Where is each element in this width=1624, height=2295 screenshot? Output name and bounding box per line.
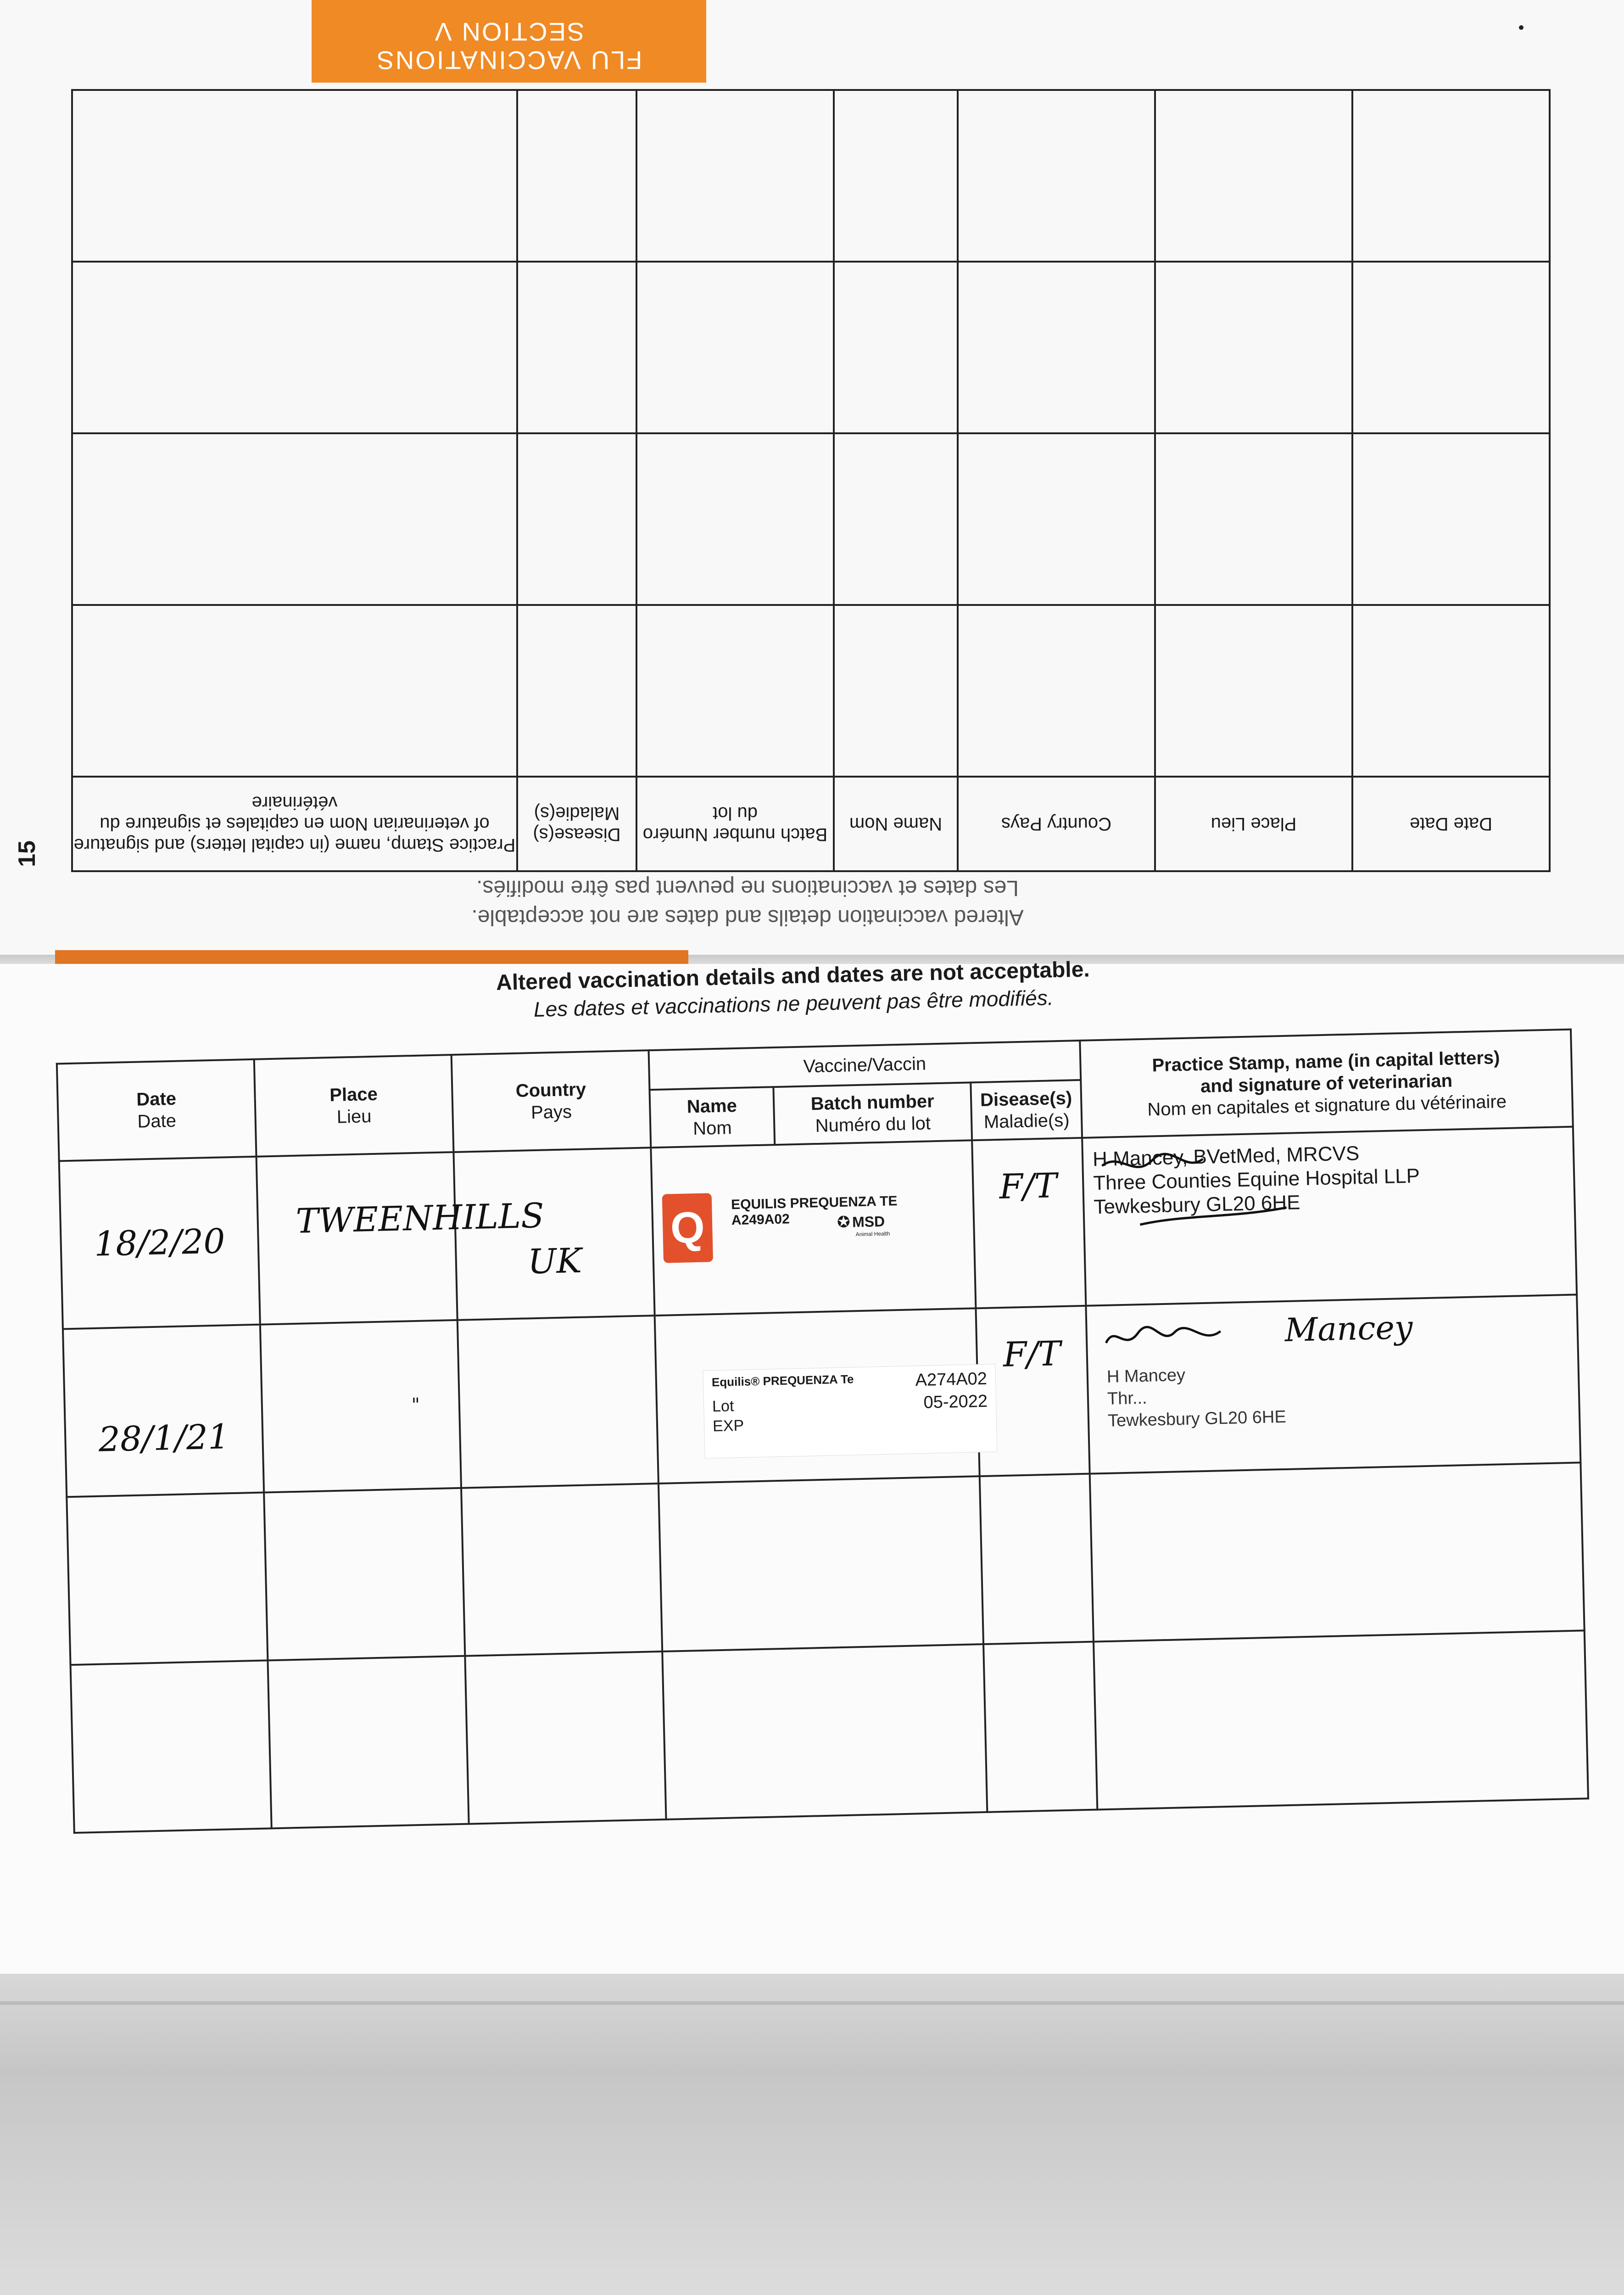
sticker-name: EQUILIS PREQUENZA TE <box>731 1193 898 1213</box>
vaccination-table <box>56 1029 1589 1834</box>
top-col-practice: Practice Stamp, name (in capital letters) and signature of veterinarian Nom en capitales et signature du vétérinaire <box>72 777 517 871</box>
disease-value: F/T <box>1002 1334 1061 1375</box>
top-table-row <box>72 262 1550 433</box>
col-name-en: Name <box>686 1095 737 1117</box>
top-col-batch: Batch number Numéro du lot <box>636 777 834 871</box>
page-number: 15 <box>13 840 40 867</box>
col-practice-l2: and signature of veterinarian <box>1200 1070 1453 1097</box>
top-col-disease: Disease(s) Maladie(s) <box>517 777 636 871</box>
top-col-name: Name Nom <box>834 777 958 871</box>
sticker-batch: A274A02 <box>915 1369 988 1390</box>
sticker-brand-sub: Animal Health <box>855 1230 890 1238</box>
col-country <box>452 1050 651 1152</box>
stamp-line-1: H Mancey, BVetMed, MRCVS <box>1092 1142 1360 1171</box>
col-country-fr: Pays <box>530 1102 572 1123</box>
cell-date <box>59 1157 260 1329</box>
tab-subtitle: SECTION V <box>433 17 585 46</box>
top-page-flipped <box>0 0 1624 955</box>
col-date-en: Date <box>136 1088 177 1110</box>
top-col-place: Place Lieu <box>1155 777 1352 871</box>
cell-disease <box>972 1138 1086 1308</box>
sticker-lot-label: Lot <box>712 1397 734 1416</box>
cell-country <box>453 1148 654 1320</box>
col-practice-fr: Nom en capitales et signature du vétérinaire <box>1147 1091 1507 1120</box>
cell-country <box>458 1315 659 1488</box>
prequenza-logo-icon: Q <box>662 1193 713 1263</box>
signature-scribble <box>1093 1142 1333 1240</box>
top-col-country: Country Pays <box>958 777 1155 871</box>
col-date-fr: Date <box>137 1110 177 1132</box>
col-name-fr: Nom <box>692 1118 732 1139</box>
date-value: 18/2/20 <box>94 1221 226 1264</box>
vaccine-label-sticker <box>703 1364 997 1458</box>
country-value: UK <box>527 1241 582 1282</box>
col-disease-fr: Maladie(s) <box>983 1110 1070 1132</box>
cell-place <box>260 1320 461 1493</box>
section-tab <box>312 0 706 83</box>
sticker-name: Equilis® PREQUENZA Te <box>711 1372 854 1389</box>
top-col-date: Date Date <box>1352 777 1550 871</box>
cell-vaccine-sticker <box>655 1308 988 1483</box>
col-place <box>254 1055 454 1157</box>
cell-vaccine-sticker <box>651 1140 976 1315</box>
sticker-exp-label: EXP <box>712 1416 744 1435</box>
stamp-line-3: Tewkesbury GL20 6HE <box>1107 1407 1287 1431</box>
msd-icon: ✪ <box>837 1213 851 1231</box>
place-ditto: " <box>411 1394 420 1416</box>
top-warning-en: Altered vaccination details and dates are not acceptable. <box>471 905 1024 929</box>
speck <box>1519 25 1524 30</box>
col-name <box>649 1087 775 1148</box>
stamp-line-1: H Mancey <box>1106 1365 1186 1387</box>
col-disease-en: Disease(s) <box>980 1088 1072 1110</box>
stamp-line-3: Tewkesbury GL20 6HE <box>1093 1191 1300 1219</box>
top-table-row <box>72 433 1550 605</box>
cell-place <box>257 1152 545 1325</box>
col-date <box>57 1059 257 1161</box>
top-vaccination-table <box>71 89 1551 872</box>
table-row <box>71 1630 1588 1833</box>
disease-value: F/T <box>999 1166 1058 1207</box>
scanner-background <box>0 1974 1624 2295</box>
col-practice-l1: Practice Stamp, name (in capital letters) <box>1152 1047 1500 1076</box>
col-practice <box>1080 1030 1573 1138</box>
warning-fr: Les dates et vaccinations ne peuvent pas être modifiés. <box>533 985 1054 1021</box>
col-batch-fr: Numéro du lot <box>815 1113 931 1136</box>
sticker-exp: 05-2022 <box>923 1391 988 1412</box>
top-warning <box>357 873 1138 932</box>
warning-en: Altered vaccination details and dates are not acceptable. <box>496 957 1090 995</box>
table-row <box>59 1127 1577 1329</box>
col-vaccine-label: Vaccine/Vaccin <box>803 1053 926 1077</box>
top-table-row <box>72 605 1550 777</box>
page-edge-line <box>0 2001 1624 2005</box>
table-row <box>67 1462 1584 1665</box>
col-place-en: Place <box>329 1084 378 1106</box>
cell-disease <box>976 1306 1089 1476</box>
top-table-row <box>72 90 1550 262</box>
top-page <box>0 0 1624 955</box>
col-disease <box>971 1080 1082 1140</box>
cell-practice-stamp <box>1082 1127 1577 1306</box>
bottom-page <box>0 957 1624 1974</box>
stamp-line-2: Three Counties Equine Hospital LLP <box>1093 1164 1420 1195</box>
cell-date <box>63 1325 264 1497</box>
col-place-fr: Lieu <box>336 1106 372 1127</box>
signature-text: Mancey <box>1284 1308 1413 1349</box>
bottom-page-content <box>0 945 1624 1992</box>
tab-title: FLU VACCINATIONS <box>375 46 642 75</box>
stamp-block <box>1106 1362 1286 1432</box>
date-value: 28/1/21 <box>98 1417 230 1460</box>
col-batch <box>773 1082 972 1145</box>
cell-practice-stamp <box>1086 1295 1580 1474</box>
place-value: TWEENHILLS <box>295 1196 545 1241</box>
top-warning-fr: Les dates et vaccinations ne peuvent pas être modifiés. <box>476 876 1019 900</box>
col-country-en: Country <box>515 1079 586 1101</box>
sticker-batch: A249A02 <box>731 1211 790 1228</box>
col-batch-en: Batch number <box>810 1091 935 1114</box>
signature-scribble <box>1096 1313 1235 1362</box>
table-row <box>63 1295 1580 1497</box>
sticker-brand: MSD <box>852 1213 885 1231</box>
stamp-line-2: Thr... <box>1107 1388 1148 1409</box>
